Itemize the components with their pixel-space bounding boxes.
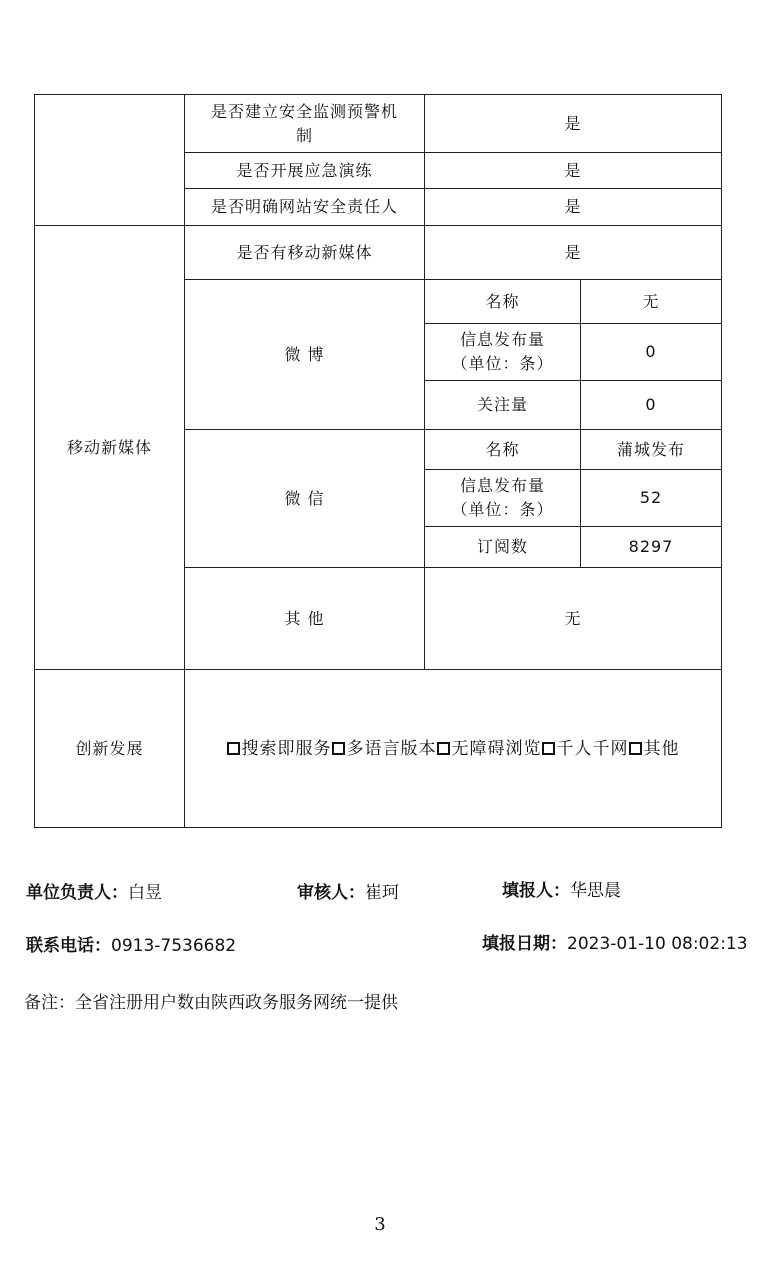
responsible-question: 是否明确网站安全责任人: [185, 189, 425, 226]
monitoring-question: 是否建立安全监测预警机制: [185, 95, 425, 153]
leader-field: [26, 878, 162, 903]
wechat-posts-value: 52: [581, 470, 722, 527]
page-number: 3: [374, 1214, 386, 1235]
table-row: [35, 670, 722, 828]
drill-question: 是否开展应急演练: [185, 153, 425, 189]
security-section-cell: [35, 95, 185, 226]
phone-value: 0913-7536682: [111, 936, 237, 956]
date-field: [482, 929, 748, 954]
phone-label: 联系电话：: [26, 936, 111, 956]
wechat-label: 微 信: [185, 430, 425, 568]
checkbox-icon[interactable]: [227, 742, 240, 755]
option-other[interactable]: 其他: [629, 739, 680, 759]
wechat-posts-label: 信息发布量 （单位：条）: [425, 470, 581, 527]
mobile-section-label: 移动新媒体: [35, 226, 185, 670]
option-multilingual[interactable]: 多语言版本: [332, 739, 437, 759]
filler-value: 华思晨: [570, 881, 621, 901]
weibo-follow-value: 0: [581, 381, 722, 430]
date-label: 填报日期：: [482, 934, 567, 954]
reviewer-value: 崔珂: [365, 883, 399, 903]
checkbox-icon[interactable]: [629, 742, 642, 755]
weibo-follow-label: 关注量: [425, 381, 581, 430]
responsible-answer: 是: [425, 189, 722, 226]
option-search-service[interactable]: 搜索即服务: [227, 739, 332, 759]
weibo-posts-label: 信息发布量 （单位：条）: [425, 324, 581, 381]
filler-field: [502, 876, 621, 901]
weibo-posts-value: 0: [581, 324, 722, 381]
checkbox-icon[interactable]: [332, 742, 345, 755]
wechat-subs-value: 8297: [581, 527, 722, 568]
wechat-subs-label: 订阅数: [425, 527, 581, 568]
other-value: 无: [425, 568, 722, 670]
table-row: [35, 226, 722, 280]
innovation-options: [185, 670, 722, 828]
innovation-section-label: 创新发展: [35, 670, 185, 828]
weibo-name-label: 名称: [425, 280, 581, 324]
option-accessibility[interactable]: 无障碍浏览: [437, 739, 542, 759]
phone-field: [26, 931, 236, 956]
wechat-name-label: 名称: [425, 430, 581, 470]
reviewer-label: 审核人：: [297, 883, 365, 903]
checkbox-icon[interactable]: [542, 742, 555, 755]
date-value: 2023-01-10 08:02:13: [567, 934, 748, 954]
has-mobile-answer: 是: [425, 226, 722, 280]
checkbox-icon[interactable]: [437, 742, 450, 755]
other-label: 其 他: [185, 568, 425, 670]
weibo-name-value: 无: [581, 280, 722, 324]
monitoring-answer: 是: [425, 95, 722, 153]
wechat-name-value: 蒲城发布: [581, 430, 722, 470]
drill-answer: 是: [425, 153, 722, 189]
option-personalized[interactable]: 千人千网: [542, 739, 629, 759]
footnote: 备注：全省注册用户数由陕西政务服务网统一提供: [24, 993, 398, 1013]
reviewer-field: [297, 878, 399, 903]
weibo-label: 微 博: [185, 280, 425, 430]
filler-label: 填报人：: [502, 881, 570, 901]
leader-value: 白昱: [128, 883, 162, 903]
table-row: [35, 95, 722, 153]
report-table: [34, 94, 722, 828]
leader-label: 单位负责人：: [26, 883, 128, 903]
has-mobile-question: 是否有移动新媒体: [185, 226, 425, 280]
